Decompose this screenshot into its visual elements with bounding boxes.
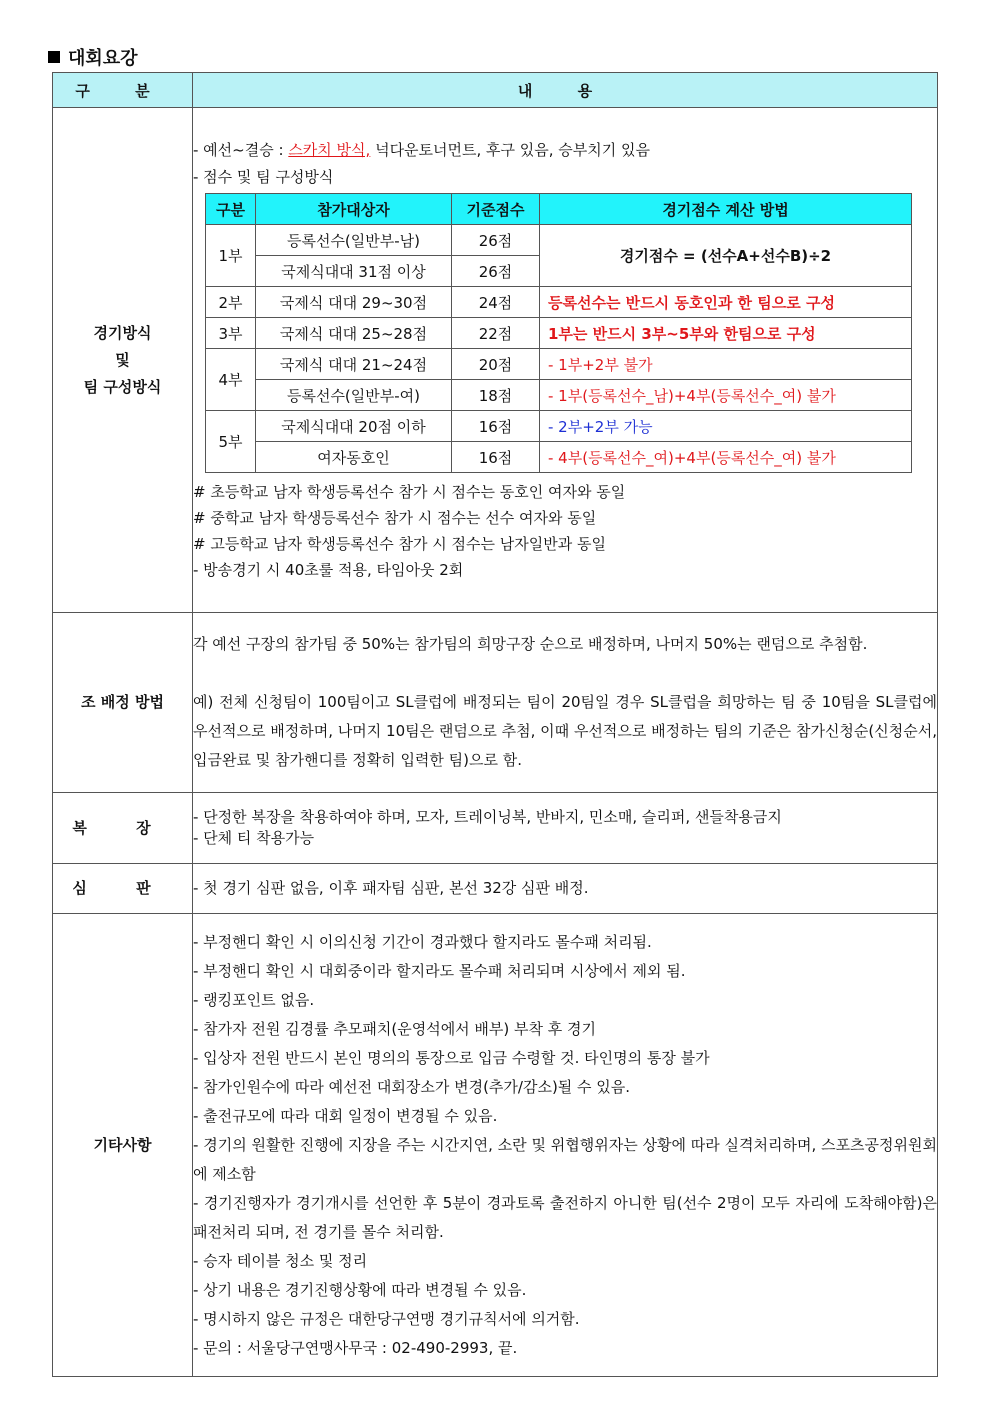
target-cell: 국제식대대 20점 이하 [256,411,452,442]
target-cell: 등록선수(일반부-남) [256,225,452,256]
misc-line: - 상기 내용은 경기진행상황에 따라 변경될 수 있음. [193,1280,527,1299]
group-assign-content [193,613,938,793]
method-cell: - 1부(등록선수_남)+4부(등록선수_여) 불가 [540,380,912,411]
referee-row [53,864,938,914]
method-cell: - 4부(등록선수_여)+4부(등록선수_여) 불가 [540,442,912,473]
table-row [206,411,912,442]
group-assign-paragraph-2: 예) 전체 신청팀이 100팀이고 SL클럽에 배정되는 팀이 20팀일 경우 SL클럽을 희망하는 팀 중 10팀을 SL클럽에 우선적으로 배정하며, 나머지 10팀은 랜덤으로 추첨, 이때 우선적으로 배정하는 팀의 기준은 참가신청순(신청순서, 입금완료 및 참가핸디를 정확히 입력한 팀)으로 함. [193,693,937,769]
score-header-score: 기준점수 [452,194,540,225]
rules-content [193,108,938,613]
note-line: # 초등학교 남자 학생등록선수 참가 시 점수는 동호인 여자와 동일 [193,483,626,501]
group-cell: 1부 [206,225,256,287]
dress-content [193,793,938,864]
target-cell: 국제식 대대 21~24점 [256,349,452,380]
score-header-group: 구분 [206,194,256,225]
table-row [206,349,912,380]
note-line: # 중학교 남자 학생등록선수 참가 시 점수는 선수 여자와 동일 [193,509,597,527]
misc-line: - 참가인원수에 따라 예선전 대회장소가 변경(추가/감소)될 수 있음. [193,1077,631,1096]
misc-line: - 승자 테이블 청소 및 정리 [193,1251,368,1270]
score-table [205,193,912,473]
misc-line: - 참가자 전원 김경률 추모패치(운영석에서 배부) 부착 후 경기 [193,1019,597,1038]
rules-row [53,108,938,613]
referee-line: - 첫 경기 심판 없음, 이후 패자팀 심판, 본선 32강 심판 배정. [193,879,589,898]
formula-cell: 경기점수 = (선수A+선수B)÷2 [540,225,912,287]
table-row [206,225,912,256]
target-cell: 국제식대대 31점 이상 [256,256,452,287]
rules-line-2: - 점수 및 팀 구성방식 [193,167,334,186]
score-header-method: 경기점수 계산 방법 [540,194,912,225]
group-cell: 5부 [206,411,256,473]
score-cell: 16점 [452,411,540,442]
table-row [206,287,912,318]
dress-line: - 단정한 복장을 착용하여야 하며, 모자, 트레이닝복, 반바지, 민소매, 슬리퍼, 샌들착용금지 [193,808,782,826]
score-cell: 16점 [452,442,540,473]
rules-label: 경기방식 및 팀 구성방식 [53,108,193,613]
score-cell: 26점 [452,225,540,256]
group-assign-paragraph-1: 각 예선 구장의 참가팀 중 50%는 참가팀의 희망구장 순으로 배정하며, 나머지 50%는 랜덤으로 추첨함. [193,635,868,653]
misc-line: - 경기의 원활한 진행에 지장을 주는 시간지연, 소란 및 위협행위자는 상황에 따라 실격처리하며, 스포츠공정위원회에 제소함 [193,1135,937,1183]
misc-line: - 부정핸디 확인 시 이의신청 기간이 경과했다 할지라도 몰수패 처리됨. [193,932,652,951]
dress-line: - 단체 티 착용가능 [193,829,315,847]
group-cell: 3부 [206,318,256,349]
tournament-overview-table [52,72,938,1377]
misc-line: - 출전규모에 따라 대회 일정이 변경될 수 있음. [193,1106,498,1125]
group-cell: 4부 [206,349,256,411]
misc-line: - 부정핸디 확인 시 대회중이라 할지라도 몰수패 처리되며 시상에서 제외 됨. [193,961,686,980]
note-line: # 고등학교 남자 학생등록선수 참가 시 점수는 남자일반과 동일 [193,535,606,553]
target-cell: 국제식 대대 25~28점 [256,318,452,349]
square-bullet-icon [48,51,60,63]
table-row [206,380,912,411]
table-row [206,318,912,349]
target-cell: 국제식 대대 29~30점 [256,287,452,318]
misc-label: 기타사항 [53,914,193,1377]
score-cell: 26점 [452,256,540,287]
method-cell: - 1부+2부 불가 [540,349,912,380]
header-content: 내 용 [193,73,938,108]
table-header-row [53,73,938,108]
group-assign-row [53,613,938,793]
group-cell: 2부 [206,287,256,318]
misc-line: - 경기진행자가 경기개시를 선언한 후 5분이 경과토록 출전하지 아니한 팀(선수 2명이 모두 자리에 도착해야함)은 패전처리 되며, 전 경기를 몰수 처리함. [193,1193,937,1241]
method-cell: 1부는 반드시 3부~5부와 한팀으로 구성 [540,318,912,349]
table-row [206,442,912,473]
header-category: 구 분 [53,73,193,108]
score-cell: 22점 [452,318,540,349]
score-cell: 24점 [452,287,540,318]
referee-content [193,864,938,914]
page-title: 대회요강 [48,44,138,70]
note-line: - 방송경기 시 40초룰 적용, 타임아웃 2회 [193,561,464,579]
dress-label: 복 장 [53,793,193,864]
misc-content [193,914,938,1377]
misc-line: - 입상자 전원 반드시 본인 명의의 통장으로 입금 수령할 것. 타인명의 통장 불가 [193,1048,710,1067]
misc-line: - 문의 : 서울당구연맹사무국 : 02-490-2993, 끝. [193,1338,518,1357]
score-header-target: 참가대상자 [256,194,452,225]
dress-row [53,793,938,864]
method-cell: - 2부+2부 가능 [540,411,912,442]
method-cell: 등록선수는 반드시 동호인과 한 팀으로 구성 [540,287,912,318]
misc-row [53,914,938,1377]
referee-label: 심 판 [53,864,193,914]
target-cell: 여자동호인 [256,442,452,473]
target-cell: 등록선수(일반부-여) [256,380,452,411]
group-assign-label: 조 배정 방법 [53,613,193,793]
misc-line: - 명시하지 않은 규정은 대한당구연맹 경기규칙서에 의거함. [193,1309,580,1328]
rules-line-1: - 예선~결승 : 스카치 방식, 넉다운토너먼트, 후구 있음, 승부치기 있음 [193,141,651,159]
score-cell: 20점 [452,349,540,380]
misc-line: - 랭킹포인트 없음. [193,990,315,1009]
score-cell: 18점 [452,380,540,411]
